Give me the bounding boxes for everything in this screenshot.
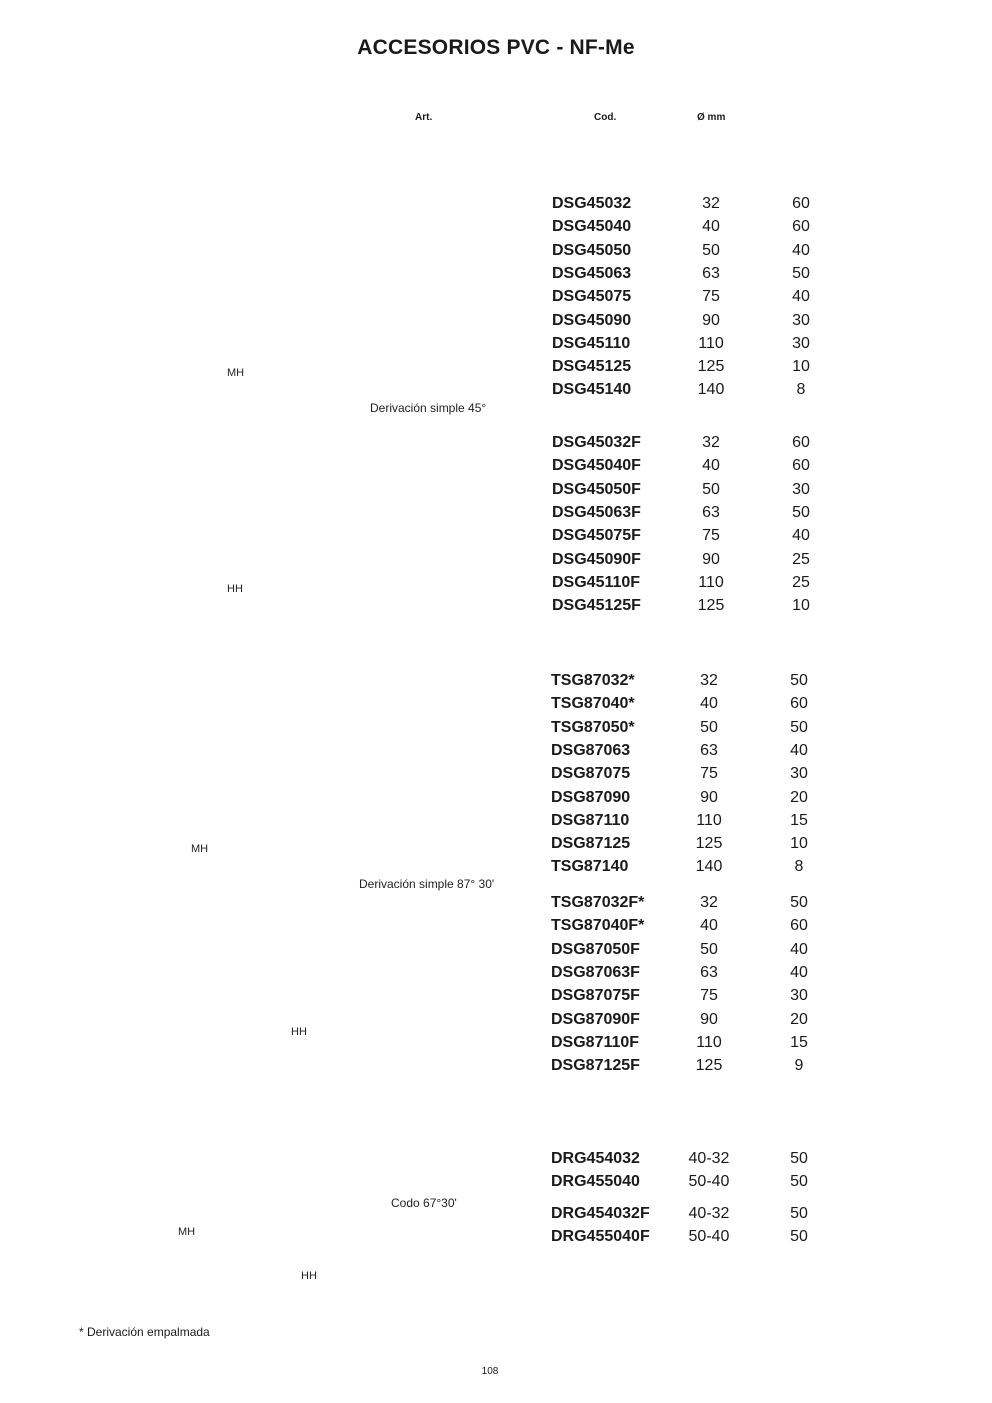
page-title: ACCESORIOS PVC - NF-Me: [357, 36, 635, 59]
quantity-value: 10: [790, 835, 808, 853]
diameter-value: 63: [702, 503, 720, 521]
product-code: DSG45140: [552, 381, 632, 399]
product-code: DSG45075F: [552, 527, 641, 545]
page-number: 108: [481, 1366, 499, 1377]
product-code: TSG87040*: [551, 695, 635, 713]
table-row: [551, 1228, 831, 1250]
product-code: DSG87063F: [551, 963, 640, 981]
section-2-tag-mh: MH: [191, 843, 209, 855]
quantity-value: 8: [794, 858, 804, 876]
product-code: DSG45040F: [552, 457, 641, 475]
table-row: [552, 312, 832, 334]
table-row: [551, 917, 831, 939]
product-code: TSG87050*: [551, 718, 635, 736]
diameter-value: 125: [695, 1057, 723, 1075]
diameter-value: 110: [696, 811, 722, 829]
quantity-value: 50: [790, 1228, 808, 1246]
table-row: [552, 381, 832, 403]
diameter-value: 63: [700, 741, 718, 759]
product-code: DSG87125: [551, 835, 631, 853]
quantity-value: 60: [792, 434, 810, 451]
table-row: [552, 335, 832, 357]
table-row: [551, 964, 831, 986]
diameter-value: 63: [700, 963, 718, 981]
diameter-value: 40: [700, 917, 718, 935]
quantity-value: 60: [792, 218, 810, 236]
product-code: DSG45050: [552, 241, 632, 259]
product-code: DSG45063F: [552, 503, 641, 521]
table-row: [552, 265, 832, 287]
quantity-value: 50: [790, 672, 808, 689]
product-code: DSG45125F: [552, 597, 641, 615]
diameter-value: 40: [700, 695, 718, 713]
diameter-value: 40-32: [688, 1205, 730, 1222]
quantity-value: 20: [790, 788, 808, 806]
quantity-value: 15: [790, 1033, 808, 1051]
product-code: DSG87090: [551, 788, 631, 806]
diameter-value: 110: [698, 573, 724, 591]
section-2-label: Derivación simple 87° 30': [359, 877, 495, 891]
diameter-value: 125: [697, 358, 725, 376]
table-row: [551, 1034, 831, 1056]
table-row: [551, 812, 831, 834]
table-row: [551, 1057, 831, 1079]
product-code: DSG45032: [552, 195, 632, 212]
quantity-value: 15: [790, 811, 808, 829]
table-row: [551, 1150, 831, 1172]
section-3-tag-hh: HH: [301, 1270, 317, 1282]
quantity-value: 25: [792, 573, 810, 591]
table-row: [552, 597, 832, 619]
diameter-value: 50-40: [688, 1228, 730, 1246]
table-row: [551, 672, 831, 694]
table-row: [552, 527, 832, 549]
table-row: [551, 894, 831, 916]
diameter-value: 32: [702, 434, 720, 451]
product-code: DSG87110: [551, 811, 630, 829]
diameter-value: 50: [702, 480, 720, 498]
table-row: [551, 765, 831, 787]
table-row: [552, 358, 832, 380]
table-row: [552, 288, 832, 310]
footnote: * Derivación empalmada: [79, 1325, 210, 1339]
product-code: DSG87075F: [551, 987, 640, 1005]
product-code: DSG45032F: [552, 434, 641, 451]
quantity-value: 60: [790, 695, 808, 713]
table-row: [552, 551, 832, 573]
product-code: DSG45063: [552, 264, 632, 282]
quantity-value: 10: [792, 358, 810, 376]
diameter-value: 40: [702, 457, 720, 475]
diameter-value: 90: [700, 788, 718, 806]
quantity-value: 50: [792, 264, 810, 282]
product-code: DSG87050F: [551, 940, 640, 958]
table-row: [551, 987, 831, 1009]
product-code: DSG45075: [552, 288, 632, 306]
diameter-value: 63: [702, 264, 720, 282]
table-row: [552, 242, 832, 264]
product-code: DRG455040F: [551, 1228, 650, 1246]
diameter-value: 140: [697, 381, 725, 399]
quantity-value: 50: [790, 1150, 808, 1167]
diameter-value: 32: [702, 195, 720, 212]
table-row: [551, 941, 831, 963]
product-code: DSG45090: [552, 311, 632, 329]
quantity-value: 30: [792, 480, 810, 498]
column-header-diameter: Ø mm: [697, 112, 726, 123]
diameter-value: 32: [700, 894, 718, 911]
section-1-tag-mh: MH: [227, 367, 245, 379]
quantity-value: 40: [792, 241, 810, 259]
product-code: DRG454032: [551, 1150, 640, 1167]
product-code: DSG87125F: [551, 1057, 640, 1075]
diameter-value: 40-32: [688, 1150, 730, 1167]
table-row: [551, 695, 831, 717]
diameter-value: 32: [700, 672, 718, 689]
quantity-value: 50: [790, 1173, 808, 1191]
product-code: DSG45040: [552, 218, 632, 236]
table-row: [551, 1011, 831, 1033]
diameter-value: 90: [700, 1010, 718, 1028]
quantity-value: 20: [790, 1010, 808, 1028]
diameter-value: 40: [702, 218, 720, 236]
quantity-value: 50: [790, 718, 808, 736]
section-1-tag-hh: HH: [227, 583, 243, 595]
diameter-value: 50: [700, 940, 718, 958]
diameter-value: 110: [698, 334, 724, 352]
diameter-value: 125: [695, 835, 723, 853]
product-code: DSG87075: [551, 765, 631, 783]
quantity-value: 30: [792, 311, 810, 329]
product-code: DSG87090F: [551, 1010, 640, 1028]
quantity-value: 40: [792, 288, 810, 306]
table-row: [551, 858, 831, 880]
product-code: DRG455040: [551, 1173, 640, 1191]
quantity-value: 60: [792, 195, 810, 212]
diameter-value: 50-40: [688, 1173, 730, 1191]
product-code: DSG87063: [551, 741, 631, 759]
column-header-art: Art.: [415, 112, 433, 123]
product-code: DSG45125: [552, 358, 632, 376]
table-row: [552, 434, 832, 456]
table-row: [551, 742, 831, 764]
diameter-value: 90: [702, 311, 720, 329]
quantity-value: 40: [790, 741, 808, 759]
product-code: DSG87110F: [551, 1033, 640, 1051]
quantity-value: 30: [790, 765, 808, 783]
table-row: [551, 1205, 831, 1227]
table-row: [552, 574, 832, 596]
table-row: [552, 195, 832, 217]
section-1-label: Derivación simple 45°: [370, 401, 487, 415]
quantity-value: 25: [792, 550, 810, 568]
quantity-value: 60: [790, 917, 808, 935]
table-row: [552, 481, 832, 503]
quantity-value: 40: [790, 940, 808, 958]
diameter-value: 75: [700, 765, 718, 783]
table-row: [552, 504, 832, 526]
quantity-value: 50: [790, 1205, 808, 1222]
product-code: TSG87032F*: [551, 894, 645, 911]
section-3-label: Codo 67°30': [391, 1196, 457, 1210]
table-row: [552, 218, 832, 240]
section-2-tag-hh: HH: [291, 1026, 307, 1038]
diameter-value: 75: [700, 987, 718, 1005]
product-code: DRG454032F: [551, 1205, 650, 1222]
diameter-value: 50: [702, 241, 720, 259]
table-row: [551, 1173, 831, 1195]
product-code: DSG45110F: [552, 573, 641, 591]
quantity-value: 50: [790, 894, 808, 911]
diameter-value: 90: [702, 550, 720, 568]
quantity-value: 9: [794, 1057, 804, 1075]
table-row: [552, 457, 832, 479]
section-3-tag-mh: MH: [178, 1226, 196, 1238]
diameter-value: 110: [696, 1033, 722, 1051]
table-row: [551, 835, 831, 857]
product-code: DSG45110: [552, 334, 631, 352]
quantity-value: 60: [792, 457, 810, 475]
product-code: TSG87140: [551, 858, 629, 876]
quantity-value: 40: [792, 527, 810, 545]
product-code: TSG87032*: [551, 672, 635, 689]
diameter-value: 50: [700, 718, 718, 736]
quantity-value: 30: [790, 987, 808, 1005]
quantity-value: 40: [790, 963, 808, 981]
diameter-value: 75: [702, 527, 720, 545]
quantity-value: 8: [796, 381, 806, 399]
diameter-value: 125: [697, 597, 725, 615]
product-code: DSG45050F: [552, 480, 641, 498]
column-header-cod: Cod.: [594, 112, 617, 123]
table-row: [551, 719, 831, 741]
product-code: TSG87040F*: [551, 917, 645, 935]
quantity-value: 30: [792, 334, 810, 352]
quantity-value: 50: [792, 503, 810, 521]
quantity-value: 10: [792, 597, 810, 615]
product-code: DSG45090F: [552, 550, 641, 568]
table-row: [551, 789, 831, 811]
diameter-value: 75: [702, 288, 720, 306]
diameter-value: 140: [695, 858, 723, 876]
